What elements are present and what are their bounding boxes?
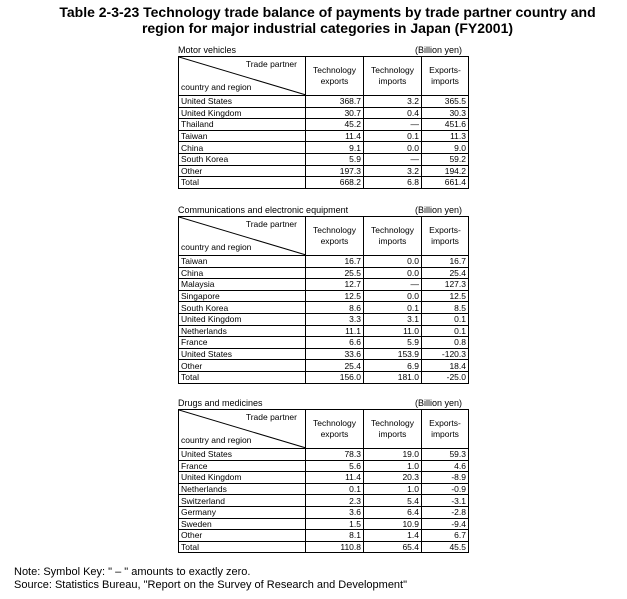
exports-imports-header: Exports-imports — [422, 217, 469, 256]
balance-cell: -3.1 — [422, 495, 469, 507]
exports-cell: 668.2 — [306, 177, 364, 189]
country-cell: United Kingdom — [179, 472, 306, 484]
exports-cell: 11.1 — [306, 325, 364, 337]
country-region-label: country and region — [181, 435, 252, 445]
country-cell: Total — [179, 371, 306, 383]
header-row — [179, 410, 469, 449]
table-row — [179, 472, 469, 484]
data-table — [178, 409, 469, 553]
section-header — [178, 44, 468, 56]
imports-cell: 1.4 — [364, 530, 422, 542]
exports-cell: 5.6 — [306, 460, 364, 472]
diagonal-header-cell — [179, 57, 306, 96]
country-cell: Taiwan — [179, 130, 306, 142]
balance-cell: 16.7 — [422, 256, 469, 268]
exports-cell: 9.1 — [306, 142, 364, 154]
section-header — [178, 204, 468, 216]
balance-cell: 0.8 — [422, 337, 469, 349]
exports-cell: 30.7 — [306, 107, 364, 119]
balance-cell: 30.3 — [422, 107, 469, 119]
data-table — [178, 216, 469, 384]
exports-cell: 1.5 — [306, 518, 364, 530]
diagonal-header-cell — [179, 410, 306, 449]
imports-cell: 6.9 — [364, 360, 422, 372]
diagonal-header-cell — [179, 217, 306, 256]
imports-cell: 3.1 — [364, 313, 422, 325]
country-cell: Switzerland — [179, 495, 306, 507]
country-region-label: country and region — [181, 82, 252, 92]
country-cell: China — [179, 267, 306, 279]
country-cell: Malaysia — [179, 279, 306, 291]
exports-cell: 8.6 — [306, 302, 364, 314]
country-cell: Other — [179, 360, 306, 372]
country-cell: United States — [179, 449, 306, 461]
country-cell: Thailand — [179, 119, 306, 131]
table-row — [179, 460, 469, 472]
exports-cell: 3.3 — [306, 313, 364, 325]
table-row — [179, 119, 469, 131]
exports-cell: 11.4 — [306, 130, 364, 142]
tech-exports-header: Technology exports — [306, 57, 364, 96]
table-title — [0, 4, 627, 36]
imports-cell: 1.0 — [364, 460, 422, 472]
balance-cell: 365.5 — [422, 96, 469, 108]
exports-cell: 78.3 — [306, 449, 364, 461]
footnotes — [14, 566, 407, 592]
country-cell: Total — [179, 541, 306, 553]
tech-imports-header: Technology imports — [364, 410, 422, 449]
exports-cell: 156.0 — [306, 371, 364, 383]
imports-cell: 19.0 — [364, 449, 422, 461]
title-line-2: region for major industrial categories in Japan (FY2001) — [141, 20, 514, 36]
imports-cell: 20.3 — [364, 472, 422, 484]
country-cell: South Korea — [179, 302, 306, 314]
table-row — [179, 541, 469, 553]
balance-cell: 4.6 — [422, 460, 469, 472]
exports-cell: 2.3 — [306, 495, 364, 507]
country-cell: Germany — [179, 506, 306, 518]
exports-cell: 5.9 — [306, 153, 364, 165]
table-row — [179, 449, 469, 461]
table-row — [179, 130, 469, 142]
source-text: Source: Statistics Bureau, "Report on the Survey of Research and Development" — [14, 579, 408, 591]
imports-cell: — — [364, 153, 422, 165]
imports-cell: 0.0 — [364, 256, 422, 268]
balance-cell: 18.4 — [422, 360, 469, 372]
country-cell: Other — [179, 530, 306, 542]
balance-cell: 59.2 — [422, 153, 469, 165]
table-row — [179, 483, 469, 495]
balance-cell: 59.3 — [422, 449, 469, 461]
exports-cell: 3.6 — [306, 506, 364, 518]
country-cell: South Korea — [179, 153, 306, 165]
table-row — [179, 302, 469, 314]
section-1 — [178, 204, 468, 384]
balance-cell: 25.4 — [422, 267, 469, 279]
imports-cell: 10.9 — [364, 518, 422, 530]
trade-partner-label: Trade partner — [245, 219, 297, 229]
exports-cell: 0.1 — [306, 483, 364, 495]
imports-cell: 5.9 — [364, 337, 422, 349]
tech-imports-header: Technology imports — [364, 217, 422, 256]
imports-cell: 3.2 — [364, 165, 422, 177]
country-cell: Netherlands — [179, 483, 306, 495]
balance-cell: 11.3 — [422, 130, 469, 142]
table-row — [179, 348, 469, 360]
country-cell: Taiwan — [179, 256, 306, 268]
table-row — [179, 371, 469, 383]
balance-cell: 194.2 — [422, 165, 469, 177]
imports-cell: 3.2 — [364, 96, 422, 108]
balance-cell: 0.1 — [422, 313, 469, 325]
table-row — [179, 153, 469, 165]
data-table — [178, 56, 469, 189]
country-cell: United States — [179, 96, 306, 108]
table-row — [179, 96, 469, 108]
exports-cell: 45.2 — [306, 119, 364, 131]
imports-cell: 181.0 — [364, 371, 422, 383]
balance-cell: -9.4 — [422, 518, 469, 530]
balance-cell: -8.9 — [422, 472, 469, 484]
tech-exports-header: Technology exports — [306, 410, 364, 449]
table-row — [179, 495, 469, 507]
imports-cell: 1.0 — [364, 483, 422, 495]
imports-cell: 0.1 — [364, 302, 422, 314]
exports-cell: 25.4 — [306, 360, 364, 372]
table-row — [179, 325, 469, 337]
exports-cell: 33.6 — [306, 348, 364, 360]
balance-cell: 6.7 — [422, 530, 469, 542]
unit-label: (Billion yen) — [414, 398, 462, 408]
imports-cell: 153.9 — [364, 348, 422, 360]
balance-cell: 451.6 — [422, 119, 469, 131]
exports-cell: 6.6 — [306, 337, 364, 349]
country-cell: Total — [179, 177, 306, 189]
note-text: Note: Symbol Key: " – " amounts to exactly zero. — [14, 566, 251, 578]
table-row — [179, 165, 469, 177]
table-row — [179, 256, 469, 268]
balance-cell: -120.3 — [422, 348, 469, 360]
country-cell: Other — [179, 165, 306, 177]
section-name: Communications and electronic equipment — [178, 205, 349, 215]
balance-cell: 12.5 — [422, 290, 469, 302]
exports-imports-header: Exports-imports — [422, 57, 469, 96]
table-row — [179, 107, 469, 119]
exports-cell: 12.5 — [306, 290, 364, 302]
country-cell: United Kingdom — [179, 313, 306, 325]
section-name: Drugs and medicines — [178, 398, 263, 408]
exports-cell: 197.3 — [306, 165, 364, 177]
balance-cell: -0.9 — [422, 483, 469, 495]
balance-cell: 8.5 — [422, 302, 469, 314]
country-cell: United States — [179, 348, 306, 360]
country-cell: United Kingdom — [179, 107, 306, 119]
section-0 — [178, 44, 468, 189]
imports-cell: 6.8 — [364, 177, 422, 189]
imports-cell: 0.0 — [364, 290, 422, 302]
balance-cell: 661.4 — [422, 177, 469, 189]
trade-partner-label: Trade partner — [245, 412, 297, 422]
imports-cell: 0.0 — [364, 142, 422, 154]
exports-imports-header: Exports-imports — [422, 410, 469, 449]
balance-cell: -25.0 — [422, 371, 469, 383]
exports-cell: 25.5 — [306, 267, 364, 279]
exports-cell: 8.1 — [306, 530, 364, 542]
table-row — [179, 313, 469, 325]
table-row — [179, 177, 469, 189]
country-cell: France — [179, 337, 306, 349]
unit-label: (Billion yen) — [414, 205, 462, 215]
imports-cell: 0.1 — [364, 130, 422, 142]
imports-cell: 6.4 — [364, 506, 422, 518]
exports-cell: 11.4 — [306, 472, 364, 484]
country-cell: Singapore — [179, 290, 306, 302]
section-2 — [178, 397, 468, 553]
country-region-label: country and region — [181, 242, 252, 252]
table-row — [179, 518, 469, 530]
table-row — [179, 506, 469, 518]
tech-exports-header: Technology exports — [306, 217, 364, 256]
section-header — [178, 397, 468, 409]
exports-cell: 368.7 — [306, 96, 364, 108]
imports-cell: 11.0 — [364, 325, 422, 337]
table-row — [179, 142, 469, 154]
imports-cell: 65.4 — [364, 541, 422, 553]
country-cell: Sweden — [179, 518, 306, 530]
balance-cell: 45.5 — [422, 541, 469, 553]
table-row — [179, 267, 469, 279]
country-cell: France — [179, 460, 306, 472]
exports-cell: 110.8 — [306, 541, 364, 553]
table-row — [179, 530, 469, 542]
header-row — [179, 57, 469, 96]
imports-cell: 5.4 — [364, 495, 422, 507]
table-row — [179, 279, 469, 291]
header-row — [179, 217, 469, 256]
country-cell: China — [179, 142, 306, 154]
title-line-1: Table 2-3-23 Technology trade balance of payments by trade partner country and — [59, 4, 596, 20]
imports-cell: 0.0 — [364, 267, 422, 279]
table-row — [179, 360, 469, 372]
trade-partner-label: Trade partner — [245, 59, 297, 69]
imports-cell: — — [364, 119, 422, 131]
balance-cell: -2.8 — [422, 506, 469, 518]
unit-label: (Billion yen) — [414, 45, 462, 55]
section-name: Motor vehicles — [178, 45, 237, 55]
balance-cell: 127.3 — [422, 279, 469, 291]
table-row — [179, 337, 469, 349]
exports-cell: 12.7 — [306, 279, 364, 291]
exports-cell: 16.7 — [306, 256, 364, 268]
balance-cell: 9.0 — [422, 142, 469, 154]
imports-cell: 0.4 — [364, 107, 422, 119]
country-cell: Netherlands — [179, 325, 306, 337]
tech-imports-header: Technology imports — [364, 57, 422, 96]
balance-cell: 0.1 — [422, 325, 469, 337]
table-row — [179, 290, 469, 302]
imports-cell: — — [364, 279, 422, 291]
